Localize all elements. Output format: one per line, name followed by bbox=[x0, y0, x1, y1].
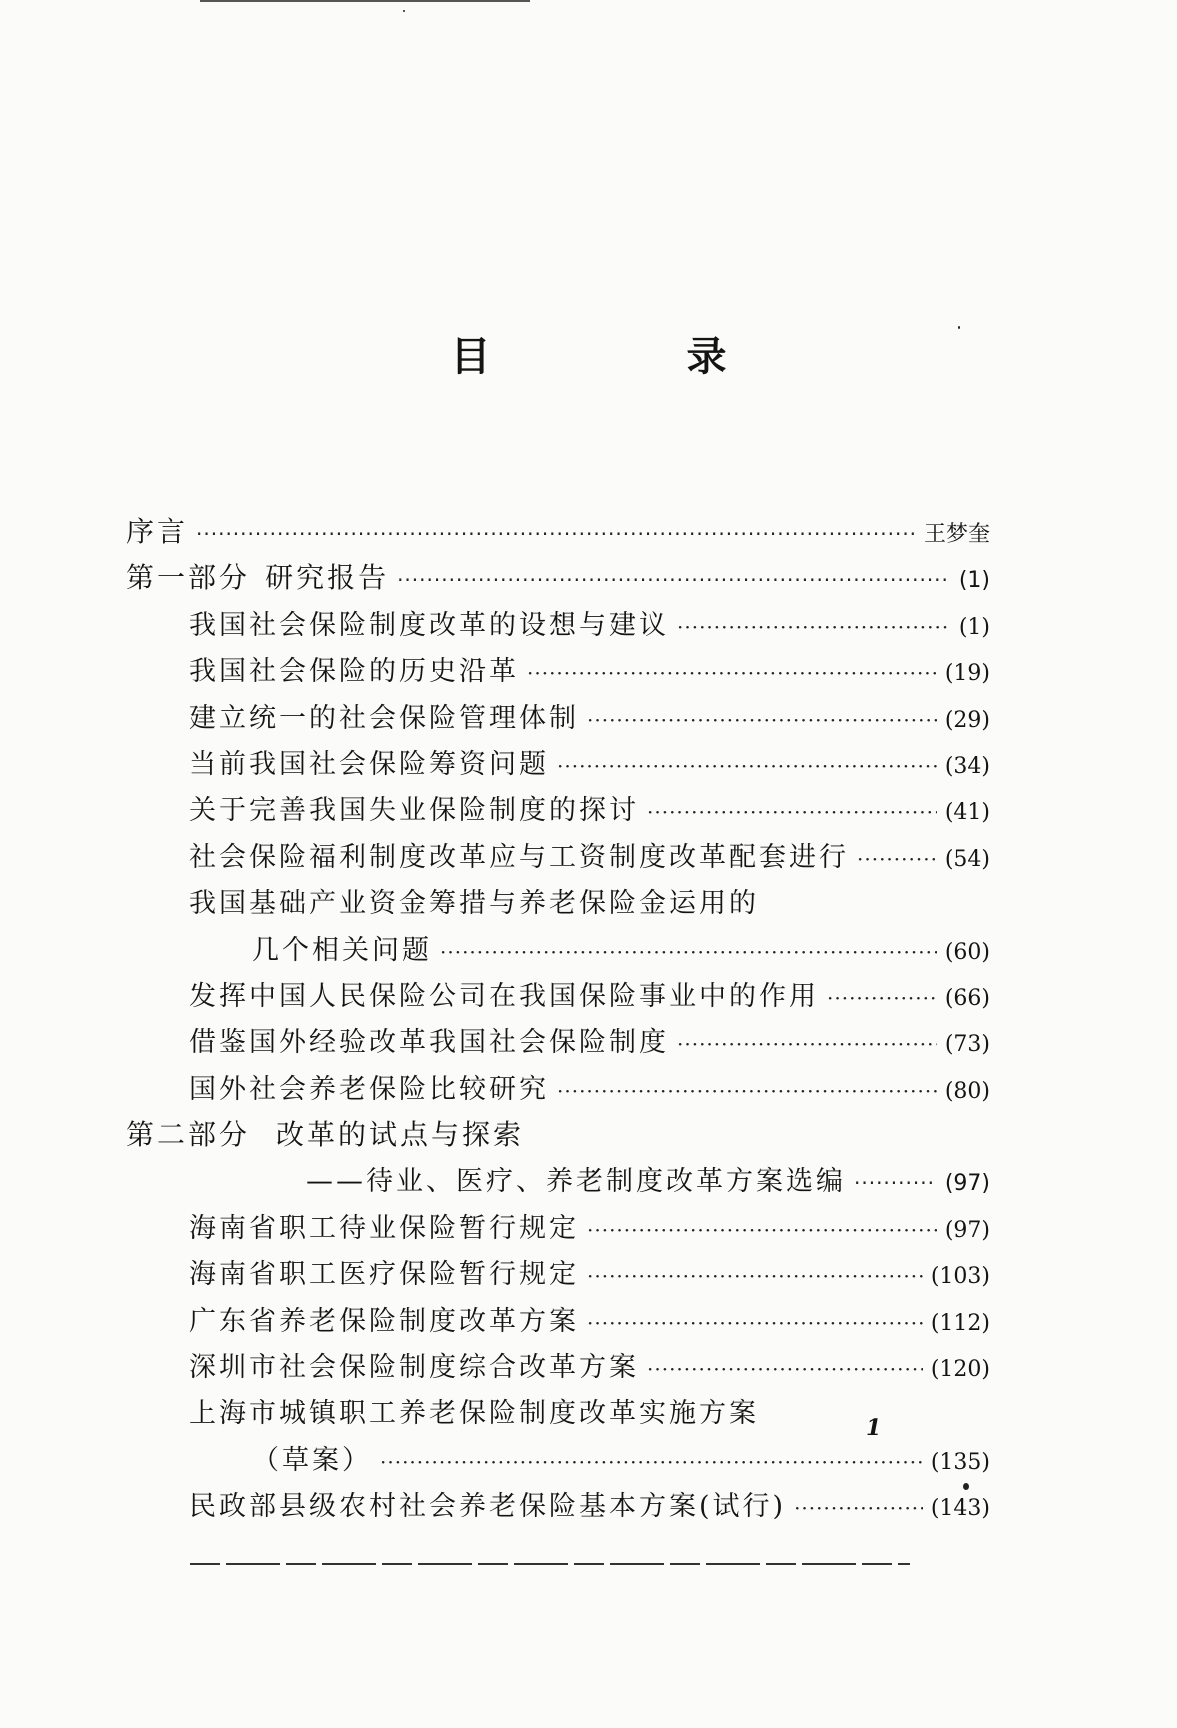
toc-entry-title: 深圳市社会保险制度综合改革方案 bbox=[189, 1352, 639, 1384]
toc-entry bbox=[126, 1020, 990, 1066]
toc-entry-page: (1) bbox=[958, 568, 990, 594]
toc-entry-page: (29) bbox=[944, 707, 990, 733]
toc-entry-title: 借鉴国外经验改革我国社会保险制度 bbox=[189, 1027, 669, 1059]
toc-entry bbox=[126, 649, 990, 695]
toc-entry-page: 王梦奎 bbox=[923, 522, 990, 547]
toc-entry-page: (54) bbox=[944, 846, 990, 872]
toc-entry-subtitle: 改革的试点与探索 bbox=[276, 1118, 525, 1152]
toc-entry-page: (60) bbox=[944, 939, 990, 965]
toc-entry-title: ——待业、医疗、养老制度改革方案选编 bbox=[306, 1166, 846, 1198]
leader-dots bbox=[827, 986, 937, 1010]
leader-dots bbox=[647, 800, 937, 824]
toc-entry bbox=[126, 1206, 990, 1252]
page-title: 目 录 bbox=[450, 334, 805, 380]
toc-entry-title: 几个相关问题 bbox=[252, 934, 432, 966]
toc-entry-page: (80) bbox=[944, 1078, 990, 1104]
toc-entry bbox=[126, 1159, 990, 1205]
toc-entry-title: 广东省养老保险制度改革方案 bbox=[189, 1305, 579, 1337]
toc-entry-subtitle: 研究报告 bbox=[265, 561, 390, 595]
toc-entry bbox=[126, 928, 990, 974]
leader-dots bbox=[587, 1311, 923, 1335]
leader-dots bbox=[794, 1496, 923, 1520]
toc-entry bbox=[126, 1252, 990, 1298]
toc-entry-title: 关于完善我国失业保险制度的探讨 bbox=[189, 795, 639, 827]
toc-entry-title: 建立统一的社会保险管理体制 bbox=[189, 702, 579, 734]
toc-entry-title: 海南省职工医疗保险暂行规定 bbox=[189, 1259, 579, 1291]
toc-entry bbox=[126, 1345, 990, 1391]
leader-dots bbox=[587, 1264, 923, 1288]
toc-entry bbox=[126, 603, 990, 649]
toc-entry-page: (112) bbox=[930, 1310, 990, 1336]
leader-dots bbox=[527, 661, 937, 685]
table-of-contents bbox=[126, 510, 990, 1531]
toc-entry-page: (120) bbox=[930, 1357, 990, 1383]
toc-entry-page: (66) bbox=[944, 985, 990, 1011]
toc-entry-title: 发挥中国人民保险公司在我国保险事业中的作用 bbox=[189, 980, 819, 1012]
toc-entry-page: (1) bbox=[958, 614, 990, 640]
leader-dots bbox=[380, 1450, 923, 1474]
toc-entry bbox=[126, 510, 990, 556]
toc-entry-page: (73) bbox=[944, 1032, 990, 1058]
leader-dots bbox=[397, 568, 951, 592]
toc-entry bbox=[126, 1438, 990, 1484]
leader-dots bbox=[647, 1357, 923, 1381]
toc-entry bbox=[126, 974, 990, 1020]
toc-entry-page: (41) bbox=[944, 800, 990, 826]
toc-entry bbox=[126, 835, 990, 881]
toc-entry-title: 海南省职工待业保险暂行规定 bbox=[189, 1212, 579, 1244]
leader-dots bbox=[440, 940, 937, 964]
leader-dots bbox=[557, 1079, 937, 1103]
leader-dots bbox=[857, 847, 937, 871]
toc-entry-page: (103) bbox=[930, 1264, 990, 1290]
toc-entry-title: （草案） bbox=[252, 1444, 372, 1476]
toc-entry-page: (143) bbox=[930, 1496, 990, 1522]
toc-entry-title: 社会保险福利制度改革应与工资制度改革配套进行 bbox=[189, 841, 849, 873]
toc-entry-title: 上海市城镇职工养老保险制度改革实施方案 bbox=[189, 1398, 759, 1430]
toc-entry-page: (135) bbox=[930, 1449, 990, 1475]
toc-entry bbox=[126, 1299, 990, 1345]
leader-dots bbox=[854, 1171, 937, 1195]
toc-entry bbox=[126, 881, 990, 927]
leader-dots bbox=[196, 522, 916, 546]
toc-entry-page: (97) bbox=[944, 1217, 990, 1243]
ink-speck bbox=[963, 1483, 969, 1490]
toc-entry bbox=[126, 1484, 990, 1530]
toc-entry-page: (97) bbox=[944, 1171, 990, 1197]
ink-speck bbox=[958, 326, 960, 329]
toc-entry-title: 我国社会保险的历史沿革 bbox=[189, 656, 519, 688]
top-rule bbox=[200, 0, 530, 2]
toc-entry-page: (34) bbox=[944, 753, 990, 779]
ink-speck bbox=[403, 10, 405, 12]
toc-entry-title: 民政部县级农村社会养老保险基本方案(试行) bbox=[189, 1491, 787, 1523]
toc-entry-title: 当前我国社会保险筹资问题 bbox=[189, 748, 549, 780]
toc-entry-title: 第二部分 bbox=[126, 1118, 251, 1152]
toc-entry-title: 序言 bbox=[126, 515, 189, 548]
toc-entry-title: 国外社会养老保险比较研究 bbox=[189, 1073, 549, 1105]
toc-entry bbox=[126, 1391, 990, 1437]
leader-dots bbox=[557, 754, 937, 778]
bottom-rule bbox=[190, 1563, 910, 1565]
toc-entry bbox=[126, 696, 990, 742]
leader-dots bbox=[677, 615, 951, 639]
toc-entry-title: 第一部分 bbox=[126, 561, 251, 595]
toc-entry bbox=[126, 1113, 990, 1159]
page-number: 1 bbox=[866, 1415, 882, 1441]
leader-dots bbox=[677, 1032, 937, 1056]
toc-entry bbox=[126, 1067, 990, 1113]
toc-entry bbox=[126, 788, 990, 834]
toc-entry bbox=[126, 556, 990, 602]
toc-entry-page: (19) bbox=[944, 661, 990, 687]
leader-dots bbox=[587, 708, 937, 732]
toc-entry bbox=[126, 742, 990, 788]
toc-entry-title: 我国基础产业资金筹措与养老保险金运用的 bbox=[189, 888, 759, 920]
toc-entry-title: 我国社会保险制度改革的设想与建议 bbox=[189, 609, 669, 641]
leader-dots bbox=[587, 1218, 937, 1242]
